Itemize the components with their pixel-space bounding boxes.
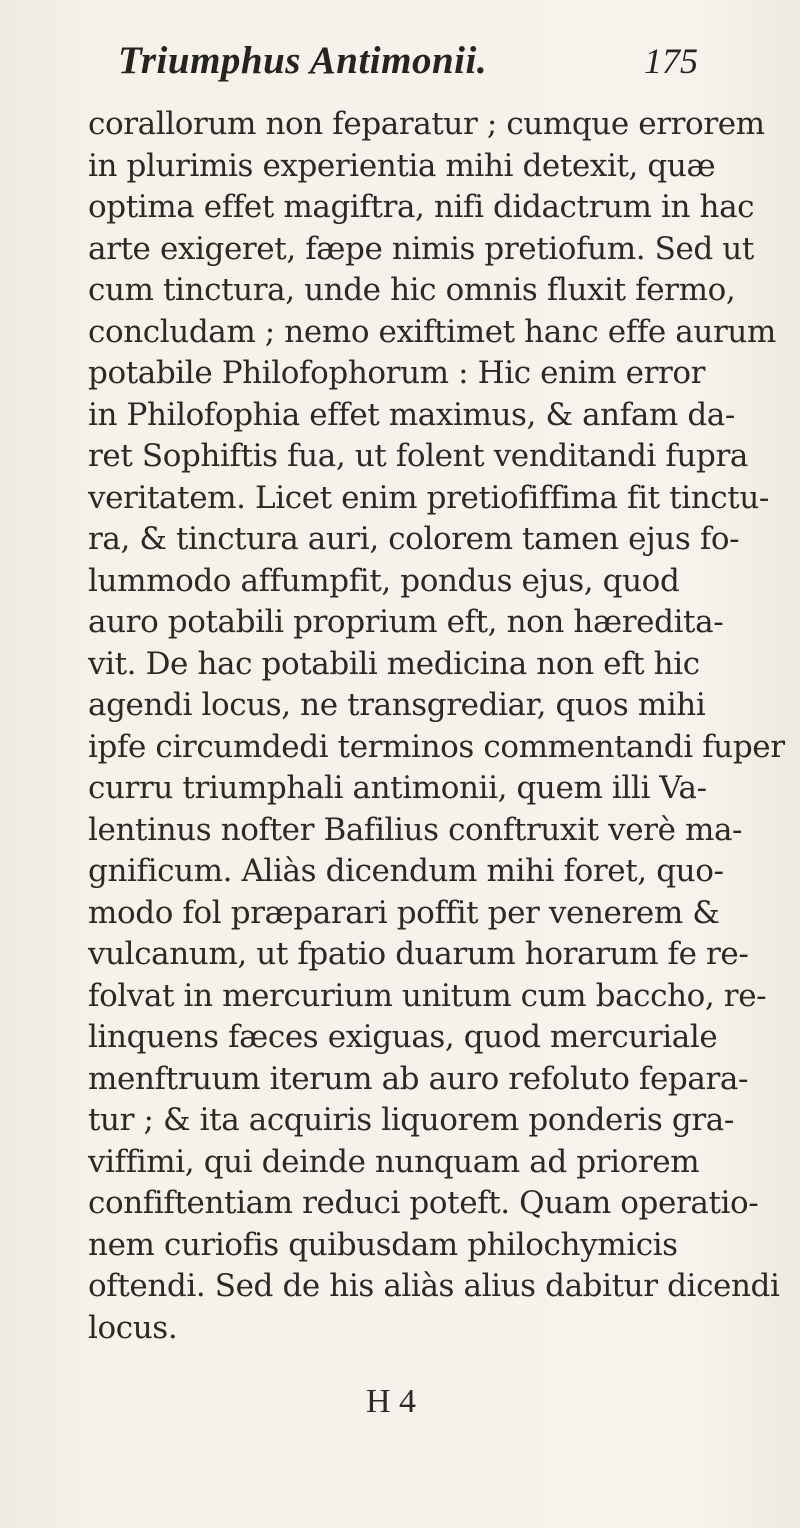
text-line: agendi locus, ne transgrediar, quos mihi	[88, 687, 706, 723]
text-line: menftruum iterum ab auro refoluto fepara-	[88, 1060, 749, 1097]
text-line: nem curiofis quibusdam philochymicis	[88, 1226, 678, 1263]
text-line: ra, & tinctura auri, colorem tamen ejus fo-	[88, 521, 740, 557]
text-line: arte exigeret, fæpe nimis pretiofum. Sed ut	[88, 230, 754, 267]
body-text	[88, 104, 785, 1349]
text-line: auro potabili proprium eft, non hæredita-	[88, 604, 724, 640]
text-line: locus.	[88, 1309, 178, 1346]
page-number: 175	[644, 41, 698, 81]
text-line: lummodo affumpfit, pondus ejus, quod	[88, 562, 680, 599]
text-line: ret Sophiftis fua, ut folent venditandi fupra	[88, 438, 748, 474]
text-line: vit. De hac potabili medicina non eft hic	[88, 645, 700, 682]
text-line: lentinus nofter Bafilius conftruxit verè ma-	[88, 811, 743, 848]
text-line: in Philofophia effet maximus, & anfam da-	[88, 396, 735, 433]
text-line: linquens fæces exiguas, quod mercuriale	[88, 1019, 718, 1055]
text-line: gnificum. Aliàs dicendum mihi foret, quo-	[88, 853, 724, 889]
text-line: modo fol præparari poffit per venerem &	[88, 894, 720, 931]
text-line: potabile Philofophorum : Hic enim error	[88, 355, 706, 391]
text-line: veritatem. Licet enim pretiofiffima fit tinctu-	[88, 479, 769, 516]
signature-mark: H 4	[366, 1383, 417, 1420]
text-line: in plurimis experientia mihi detexit, quæ	[88, 147, 716, 184]
text-line: optima effet magiftra, nifi didactrum in hac	[88, 189, 755, 225]
running-title: Triumphus Antimonii.	[118, 39, 488, 82]
text-line: folvat in mercurium unitum cum baccho, re-	[88, 977, 767, 1014]
text-line: concludam ; nemo exiftimet hanc effe aurum	[88, 313, 776, 350]
text-line: corallorum non feparatur ; cumque errorem	[88, 106, 765, 142]
text-line: oftendi. Sed de his aliàs alius dabitur dicendi	[88, 1268, 780, 1304]
text-line: tur ; & ita acquiris liquorem ponderis gra-	[88, 1102, 734, 1138]
text-line: curru triumphali antimonii, quem illi Va-	[88, 770, 707, 806]
text-line: confiftentiam reduci poteft. Quam operatio-	[88, 1185, 759, 1221]
text-line: ipfe circumdedi terminos commentandi fuper	[88, 728, 785, 765]
text-line: vulcanum, ut fpatio duarum horarum fe re-	[88, 936, 749, 972]
text-line: cum tinctura, unde hic omnis fluxit fermo,	[88, 272, 736, 308]
text-line: viffimi, qui deinde nunquam ad priorem	[88, 1143, 700, 1180]
page-header	[118, 38, 698, 98]
